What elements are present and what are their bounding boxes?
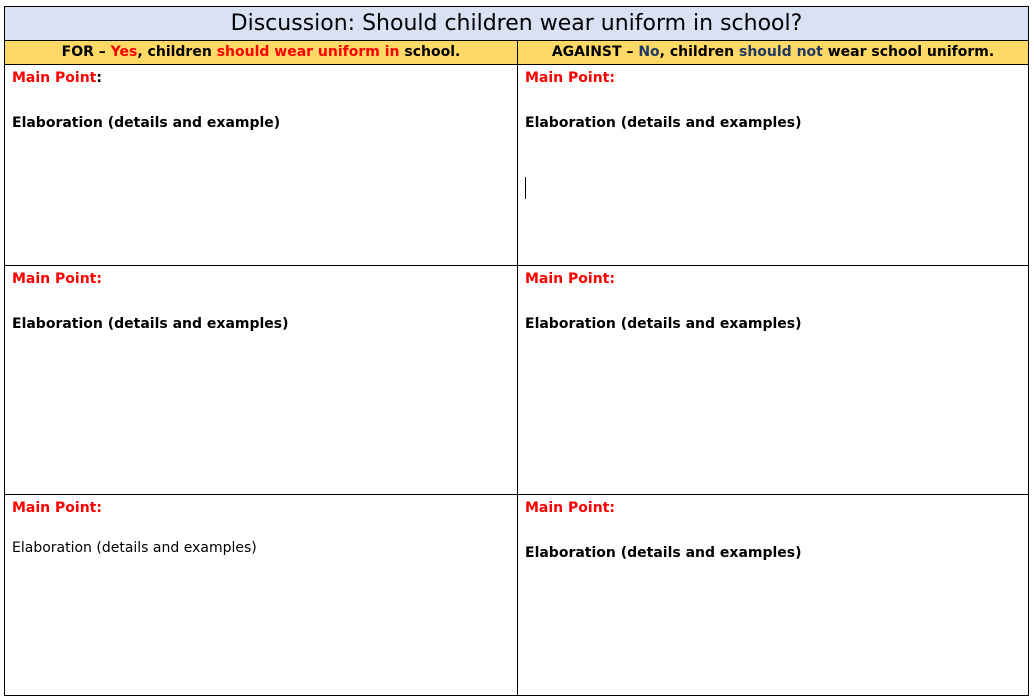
for-header-highlight: should wear uniform in	[216, 44, 400, 60]
for-header-prefix: FOR –	[61, 44, 111, 60]
for-header-yes: Yes	[110, 44, 138, 60]
for-header-mid: , children	[137, 44, 217, 60]
main-point-label: Main Point:	[12, 500, 102, 516]
elaboration-label: Elaboration (details and examples)	[12, 316, 289, 332]
against-header-highlight: should not	[738, 44, 823, 60]
elaboration-label: Elaboration (details and examples)	[525, 545, 802, 561]
main-point-label: Main Point:	[525, 271, 615, 287]
elaboration-label: Elaboration (details and examples)	[12, 540, 257, 556]
against-header-prefix: AGAINST –	[551, 44, 639, 60]
main-point-text: Main Point	[12, 70, 97, 86]
main-point-label: Main Point:	[525, 70, 615, 86]
page-title: Discussion: Should children wear uniform in school?	[5, 7, 1028, 41]
header-row	[5, 41, 1028, 65]
main-point-label: Main Point:	[12, 271, 102, 287]
elaboration-label: Elaboration (details and examples)	[525, 115, 802, 131]
for-cell-1[interactable]	[5, 65, 517, 265]
main-point-label	[12, 69, 517, 87]
against-cell-2[interactable]	[518, 266, 1029, 494]
against-cell-1[interactable]	[518, 65, 1029, 265]
for-header-suffix: school.	[399, 44, 461, 60]
for-header	[5, 41, 517, 65]
against-cell-3[interactable]	[518, 495, 1029, 696]
main-point-label: Main Point:	[525, 500, 615, 516]
against-header-mid: , children	[659, 44, 739, 60]
elaboration-label: Elaboration (details and example)	[12, 115, 281, 131]
elaboration-label: Elaboration (details and examples)	[525, 316, 802, 332]
discussion-table	[4, 6, 1029, 696]
text-cursor	[525, 177, 526, 199]
main-point-colon: :	[96, 70, 102, 86]
against-header-no: No	[638, 44, 660, 60]
against-header	[517, 41, 1028, 65]
against-header-suffix: wear school uniform.	[822, 44, 995, 60]
for-cell-2[interactable]	[5, 266, 517, 494]
for-cell-3[interactable]	[5, 495, 517, 696]
